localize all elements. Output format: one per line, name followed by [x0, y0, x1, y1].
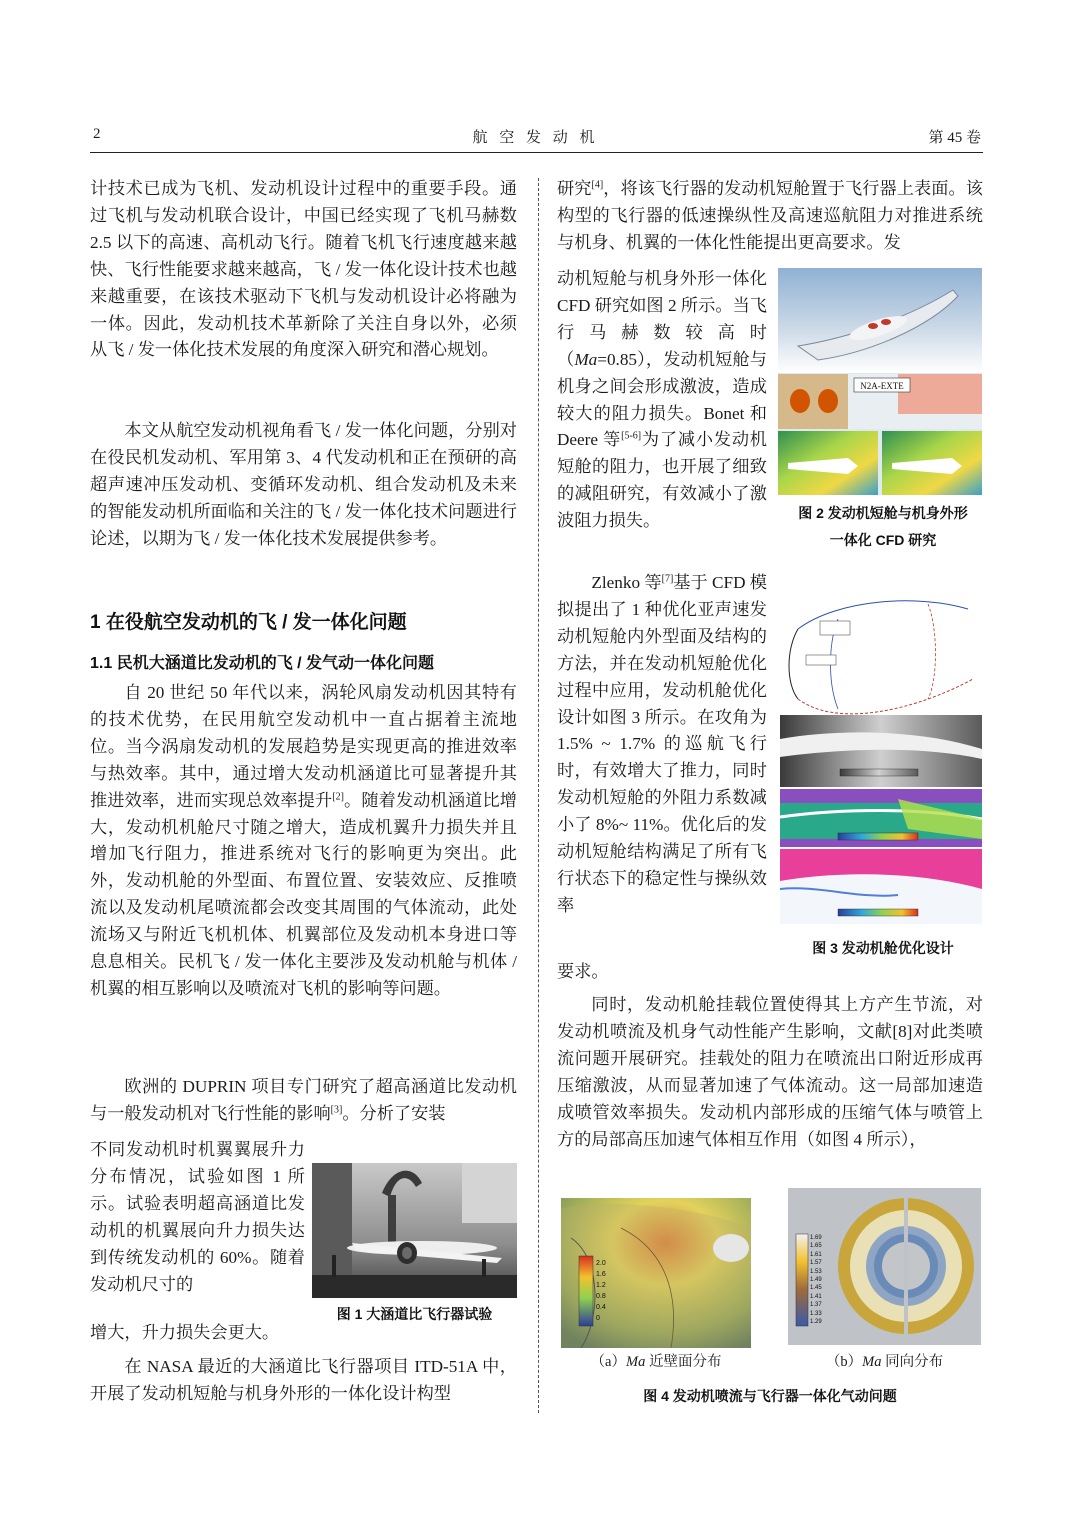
figure-4a-legend: 2.0 1.6 1.2 0.8 0.4 0 — [596, 1260, 606, 1322]
figure-4a-label: （a）Ma 近壁面分布 — [590, 1354, 722, 1370]
paragraph-nasa: 在 NASA 最近的大涵道比飞行器项目 ITD-51A 中，开展了发动机短舱与机身外形的一体化设计构型 — [90, 1357, 517, 1403]
header-rule — [90, 152, 983, 153]
volume-label: 第 45 卷 — [928, 130, 981, 146]
paragraph-turbofan: 自 20 世纪 50 年代以来，涡轮风扇发动机因其特有的技术优势，在民用航空发动机中一直占据着主流地位。当今涡扇发动机的发展趋势是实现更高的推进效率与热效率。其中，通过增大发动机涵道比可显著提升其推进效率，进而实现总效率提升[2]。随着发动机涵道比增大，发动机机舱尺寸随之增大，造成机翼升力损失并且增加飞行阻力，推进系统对飞行的影响更为突出。此外，发动机舱的外型面、布置位置、安装效应、反推喷流以及发动机尾喷流都会改变其周围的气体流动，此处流场又与附近飞机机体、机翼部位及发动机本身进口等息息相关。民机飞 / 发一体化主要涉及发动机舱与机体 / 机翼的相互影响以及喷流对飞机的影响等问题。 — [90, 683, 517, 998]
nacelle-optimization-contours — [778, 589, 982, 934]
paragraph-duprin-end: 增大，升力损失会更大。 — [90, 1323, 280, 1342]
section-heading-1-1: 1.1 民机大涵道比发动机的飞 / 发气动一体化问题 — [90, 655, 435, 672]
paragraph-zlenko: Zlenko 等[7]基于 CFD 模拟提出了 1 种优化亚声速发动机短舱内外型面及结构的方法，并在发动机短舱优化过程中应用，发动机舱优化设计如图 3 所示。在攻角为 1.5% ~ 1.7% 的巡航飞行时，有效增大了推力，同时发动机短舱的外阻力系数减小了 8%~ 11%。优化后的发动机短舱结构满足了所有飞行状态下的稳定性与操纵效率 — [557, 573, 767, 915]
figure-4b-legend: 1.69 1.65 1.61 1.57 1.53 1.49 1.45 1.41 1.37 1.33 1.29 — [810, 1235, 822, 1326]
wind-tunnel-photo — [312, 1163, 517, 1298]
paragraph-zlenko-end: 要求。 — [557, 962, 609, 981]
figure-1-image — [312, 1163, 517, 1298]
figure-4b-image — [788, 1188, 981, 1345]
figure-2-caption-line-1: 图 2 发动机短舱与机身外形 — [798, 505, 968, 521]
near-wall-mach-contour — [561, 1198, 751, 1348]
paragraph-jet-interaction: 同时，发动机舱挂载位置使得其上方产生节流，对发动机喷流及机身气动性能产生影响，文献[8]对此类喷流问题开展研究。挂载处的阻力在喷流出口附近形成再压缩激波，从而显著加速了气体流动。这一局部加速造成喷管效率损失。发动机内部形成的压缩气体与喷管上方的局部高压加速气体相互作用（如图 4 所示）， — [557, 995, 983, 1149]
figure-2-image — [778, 268, 982, 495]
journal-title: 航 空 发 动 机 — [472, 130, 599, 146]
paragraph-intro-continued: 计技术已成为飞机、发动机设计过程中的重要手段。通过飞机与发动机联合设计，中国已经实现了飞机马赫数 2.5 以下的高速、高机动飞行。随着飞机飞行速度越来越快、飞行性能要求越来越高，飞 / 发一体化设计技术也越来越重要，在该技术驱动下飞机与发动机设计必将融为一体。因此，发动机技术革新除了关注自身以外，必须从飞 / 发一体化技术发展的角度深入研究和潜心规划。 — [90, 179, 517, 360]
paragraph-itd-continued: 研究[4]，将该飞行器的发动机短舱置于飞行器上表面。该构型的飞行器的低速操纵性及高速巡航阻力对推进系统与机身、机翼的一体化性能提出更高要求。发 — [557, 179, 983, 252]
figure-2-caption-line-2: 一体化 CFD 研究 — [829, 532, 937, 548]
citation-ref: [3] — [330, 1104, 343, 1116]
paragraph-duprin: 欧洲的 DUPRIN 项目专门研究了超高涵道比发动机与一般发动机对飞行性能的影响[3]。分析了安装 — [90, 1077, 517, 1123]
figure-4a-image — [561, 1198, 751, 1348]
citation-ref: [2] — [332, 790, 344, 802]
citation-ref: [5-6] — [621, 430, 642, 442]
column-separator — [538, 178, 539, 1413]
citation-ref: [4] — [591, 179, 604, 191]
page-number: 2 — [93, 126, 101, 142]
paragraph-cfd: 动机短舱与机身外形一体化 CFD 研究如图 2 所示。当飞行马赫数较高时（Ma=0.85），发动机短舱与机身之间会形成激波，造成较大的阻力损失。Bonet 和 Deere 等[5-6]为了减小发动机短舱的阻力，也开展了细致的减阻研究，有效减小了激波阻力损失。 — [557, 269, 767, 531]
paragraph-duprin-wrap: 不同发动机时机翼翼展升力分布情况，试验如图 1 所示。试验表明超高涵道比发动机的机翼展向升力损失达到传统发动机的 60%。随着发动机尺寸的 — [90, 1140, 305, 1294]
figure-1-caption: 图 1 大涵道比飞行器试验 — [336, 1306, 493, 1322]
fig2-inset-label: N2A-EXTE — [860, 381, 904, 391]
figure-4b-label: （b）Ma 同向分布 — [825, 1354, 944, 1370]
paragraph-scope: 本文从航空发动机视角看飞 / 发一体化问题，分别对在役民机发动机、军用第 3、4 代发动机和正在预研的高超声速冲压发动机、变循环发动机、组合发动机及未来的智能发动机所面临和关注的飞 / 发一体化技术问题进行论述，以期为飞 / 发一体化技术发展提供参考。 — [90, 421, 517, 548]
figure-3-image — [778, 589, 982, 934]
figure-3-caption: 图 3 发动机舱优化设计 — [812, 940, 954, 956]
section-heading-1: 1 在役航空发动机的飞 / 发一体化问题 — [90, 612, 407, 633]
nacelle-cfd-composite — [778, 268, 982, 495]
citation-ref: [7] — [661, 573, 674, 585]
figure-4-caption: 图 4 发动机喷流与飞行器一体化气动问题 — [643, 1388, 897, 1404]
